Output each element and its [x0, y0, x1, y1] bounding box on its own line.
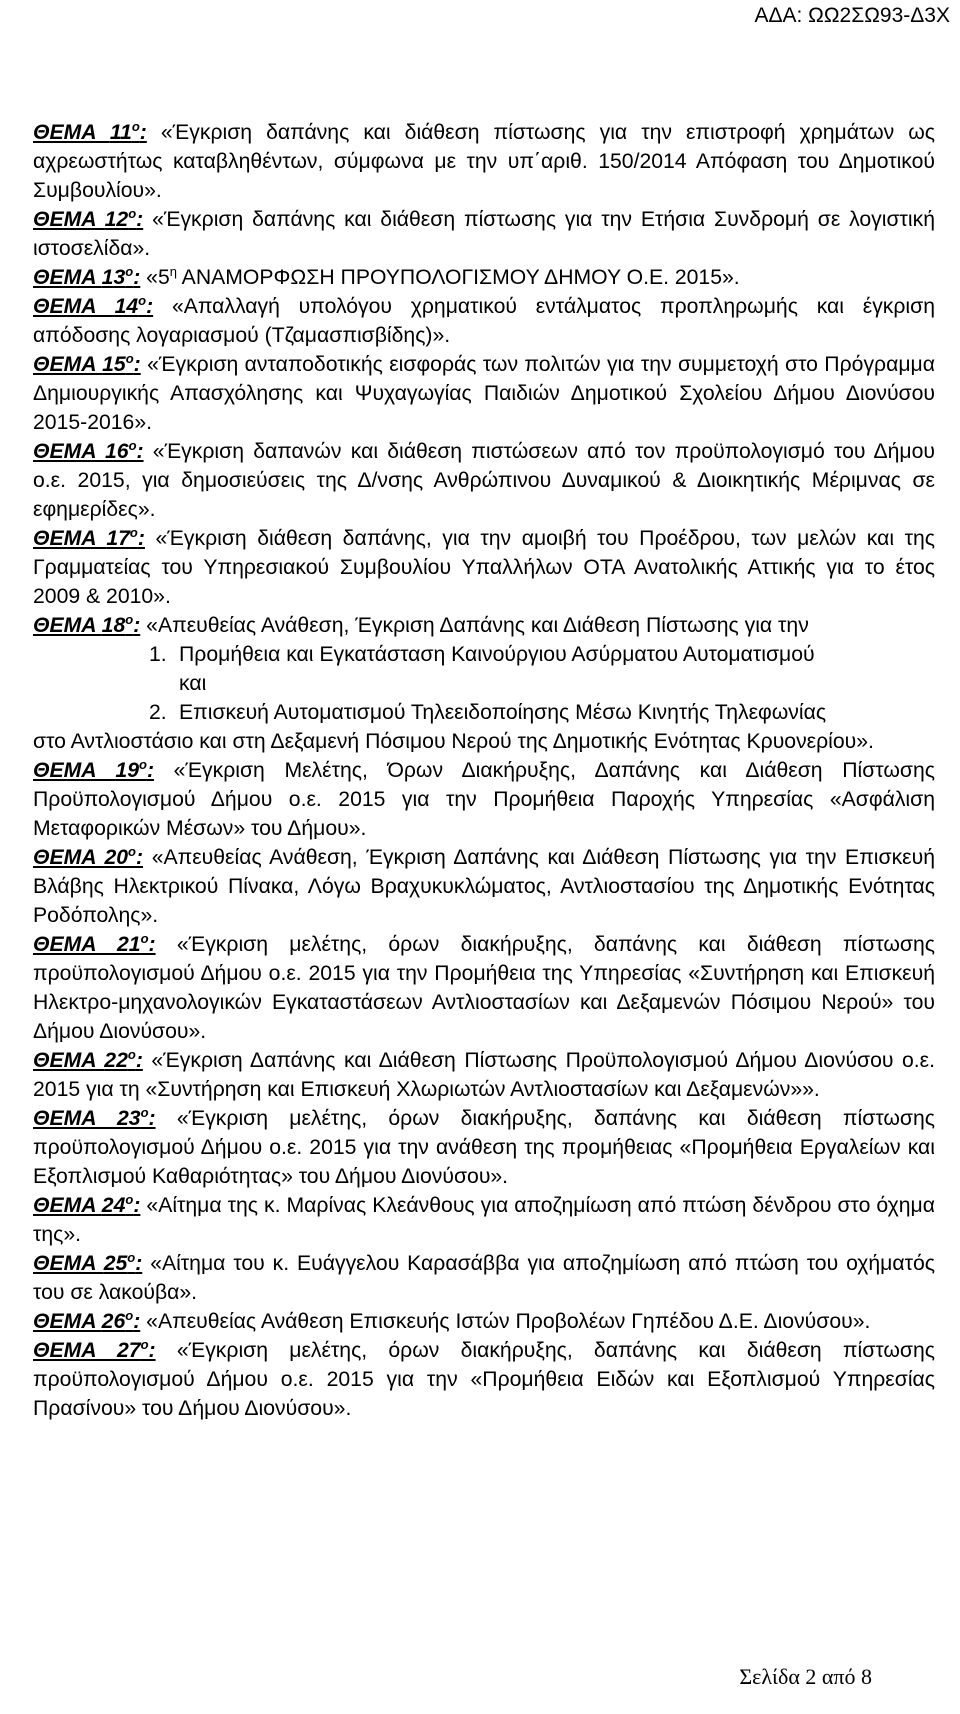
agenda-item-18	[33, 611, 935, 640]
item-text: «Έγκριση Μελέτης, Όρων Διακήρυξης, Δαπάνης και Διάθεση Πίστωσης Προϋπολογισμού Δήμου ο.ε. 2015 για την Προμήθεια Παροχής Υπηρεσίας «Ασφάλιση Μεταφορικών Μέσων» του Δήμου».	[33, 759, 935, 840]
sub-and-text: και	[179, 672, 207, 695]
item-text: «Έγκριση δαπανών και διάθεση πιστώσεων από τον προϋπολογισμό του Δήμου ο.ε. 2015, για δημοσιεύσεις της Δ/νσης Ανθρώπινου Δυναμικού & Διοικητικής Μέριμνας σε εφημερίδες».	[33, 440, 935, 521]
agenda-item-21	[33, 930, 935, 1046]
sub-item-text: Προμήθεια και Εγκατάσταση Καινούργιου Ασύρματου Αυτοματισμού	[179, 643, 815, 666]
agenda-item-13	[33, 263, 935, 292]
agenda-item-27	[33, 1336, 935, 1423]
item-text: «Αίτημα της κ. Μαρίνας Κλεάνθους για αποζημίωση από πτώση δένδρου στο όχημα της».	[33, 1194, 935, 1246]
item-text: «Έγκριση ανταποδοτικής εισφοράς των πολιτών για την συμμετοχή στο Πρόγραμμα Δημιουργικής Απασχόλησης και Ψυχαγωγίας Παιδιών Δημοτικού Σχολείου Δήμου Διονύσου 2015-2016».	[33, 353, 935, 434]
item-text: «Έγκριση διάθεση δαπάνης, για την αμοιβή του Προέδρου, των μελών και της Γραμματείας του Υπηρεσιακού Συμβουλίου Υπαλλήλων ΟΤΑ Ανατολικής Αττικής για το έτος 2009 & 2010».	[33, 527, 935, 608]
item-label: ΘΕΜΑ $22^o$:	[33, 1047, 143, 1072]
item-label: ΘΕΜΑ $25^o$:	[33, 1250, 143, 1275]
item-label: ΘΕΜΑ $12^o$:	[33, 206, 144, 231]
agenda-item-26	[33, 1307, 935, 1336]
agenda-item-19	[33, 756, 935, 843]
item-text: «Έγκριση μελέτης, όρων διακήρυξης, δαπάνης και διάθεση πίστωσης προϋπολογισμού Δήμου ο.ε. 2015 για την «Προμήθεια Ειδών και Εξοπλισμού Υπηρεσίας Πρασίνου» του Δήμου Διονύσου».	[33, 1339, 935, 1420]
item-label: ΘΕΜΑ $16^o$:	[33, 438, 144, 463]
item-text: «Αίτημα του κ. Ευάγγελου Καρασάββα για αποζημίωση από πτώση του οχήματός του σε λακούβα».	[33, 1252, 936, 1304]
item-text: «Έγκριση μελέτης, όρων διακήρυξης, δαπάνης και διάθεση πίστωσης προϋπολογισμού Δήμου ο.ε. 2015 για την ανάθεση της προμήθειας «Προμήθεια Εργαλείων και Εξοπλισμού Καθαριότητας» του Δήμου Διονύσου».	[33, 1107, 935, 1188]
item-text: «Έγκριση δαπάνης και διάθεση πίστωσης για την Ετήσια Συνδρομή σε λογιστική ιστοσελίδα».	[33, 208, 935, 260]
item-label: ΘΕΜΑ $20^o$:	[33, 844, 144, 869]
item-text: «Έγκριση δαπάνης και διάθεση πίστωσης για την επιστροφή χρημάτων ως αχρεωστήτως καταβληθέντων, σύμφωνα με την υπ΄αριθ. 150/2014 Απόφαση του Δημοτικού Συμβουλίου».	[33, 121, 935, 202]
item-label: ΘΕΜΑ $21^o$:	[33, 931, 156, 956]
agenda-item-24	[33, 1191, 935, 1249]
item-text: «Έγκριση Δαπάνης και Διάθεση Πίστωσης Προϋπολογισμού Δήμου Διονύσου ο.ε. 2015 για τη «Συντήρηση και Επισκευή Χλωριωτών Αντλιοστασίων και Δεξαμενών»».	[33, 1049, 935, 1101]
agenda-item-12	[33, 205, 935, 263]
agenda-item-18-tail: στο Αντλιοστάσιο και στη Δεξαμενή Πόσιμου Νερού της Δημοτικής Ενότητας Κρυονερίου».	[33, 730, 874, 753]
agenda-item-17	[33, 524, 935, 611]
agenda-item-22	[33, 1046, 935, 1104]
item-label: ΘΕΜΑ $26^o$:	[33, 1308, 141, 1333]
sub-item-text: Επισκευή Αυτοματισμού Τηλεειδοποίησης Μέσω Κινητής Τηλεφωνίας	[179, 701, 827, 724]
ordinal-sup: η	[169, 264, 177, 279]
agenda-item-15	[33, 350, 935, 437]
page-footer: Σελίδα 2 από 8	[739, 1664, 872, 1689]
item-label: ΘΕΜΑ $24^o$:	[33, 1192, 141, 1217]
item-label: ΘΕΜΑ $27^o$:	[33, 1337, 156, 1362]
sub-connector	[33, 669, 935, 698]
sub-item-number: 2.	[149, 701, 167, 724]
item-label: ΘΕΜΑ $11^o$:	[33, 119, 147, 144]
item-label: ΘΕΜΑ $14^o$:	[33, 293, 154, 318]
item-label: ΘΕΜΑ $17^o$:	[33, 525, 145, 550]
item-text: «Απευθείας Ανάθεση, Έγκριση Δαπάνης και Διάθεση Πίστωσης για την Επισκευή Βλάβης Ηλεκτρικού Πίνακα, Λόγω Βραχυκυκλώματος, Αντλιοστασίου της Δημοτικής Ενότητας Ροδόπολης».	[33, 846, 936, 927]
sub-item-number: 1.	[149, 643, 167, 666]
agenda-item-23	[33, 1104, 935, 1191]
sub-item-2	[33, 698, 935, 727]
ada-code: ΑΔΑ: ΩΩ2ΣΩ93-Δ3Χ	[754, 4, 950, 27]
item-label: ΘΕΜΑ $23^o$:	[33, 1105, 156, 1130]
item-label: ΘΕΜΑ $15^o$:	[33, 351, 141, 376]
item-label: ΘΕΜΑ $13^o$:	[33, 264, 141, 289]
item-text-prefix: «5	[146, 266, 170, 289]
agenda-item-20	[33, 843, 935, 930]
agenda-item-11	[33, 118, 935, 205]
item-text: ΑΝΑΜΟΡΦΩΣΗ ΠΡΟΥΠΟΛΟΓΙΣΜΟΥ ΔΗΜΟΥ Ο.Ε. 2015».	[176, 266, 740, 289]
agenda-item-14	[33, 292, 935, 350]
item-text: «Απευθείας Ανάθεση, Έγκριση Δαπάνης και Διάθεση Πίστωσης για την	[146, 614, 809, 637]
item-text: «Έγκριση μελέτης, όρων διακήρυξης, δαπάνης και διάθεση πίστωσης προϋπολογισμού Δήμου ο.ε. 2015 για την Προμήθεια της Υπηρεσίας «Συντήρηση και Επισκευή Ηλεκτρο-μηχανολογικών Εγκαταστάσεων Αντλιοστασίων και Δεξαμενών Πόσιμου Νερού» του Δήμου Διονύσου».	[33, 933, 935, 1043]
item-label: ΘΕΜΑ $19^o$:	[33, 757, 154, 782]
item-text: «Απαλλαγή υπολόγου χρηματικού εντάλματος προπληρωμής και έγκριση απόδοσης λογαριασμού (Τζαμασπισβίδης)».	[33, 295, 936, 347]
item-text: «Απευθείας Ανάθεση Επισκευής Ιστών Προβολέων Γηπέδου Δ.Ε. Διονύσου».	[146, 1310, 871, 1333]
item-label: ΘΕΜΑ $18^o$:	[33, 612, 141, 637]
agenda-item-25	[33, 1249, 935, 1307]
agenda-item-16	[33, 437, 935, 524]
agenda-list	[33, 118, 935, 1423]
sub-item-1	[33, 640, 935, 669]
